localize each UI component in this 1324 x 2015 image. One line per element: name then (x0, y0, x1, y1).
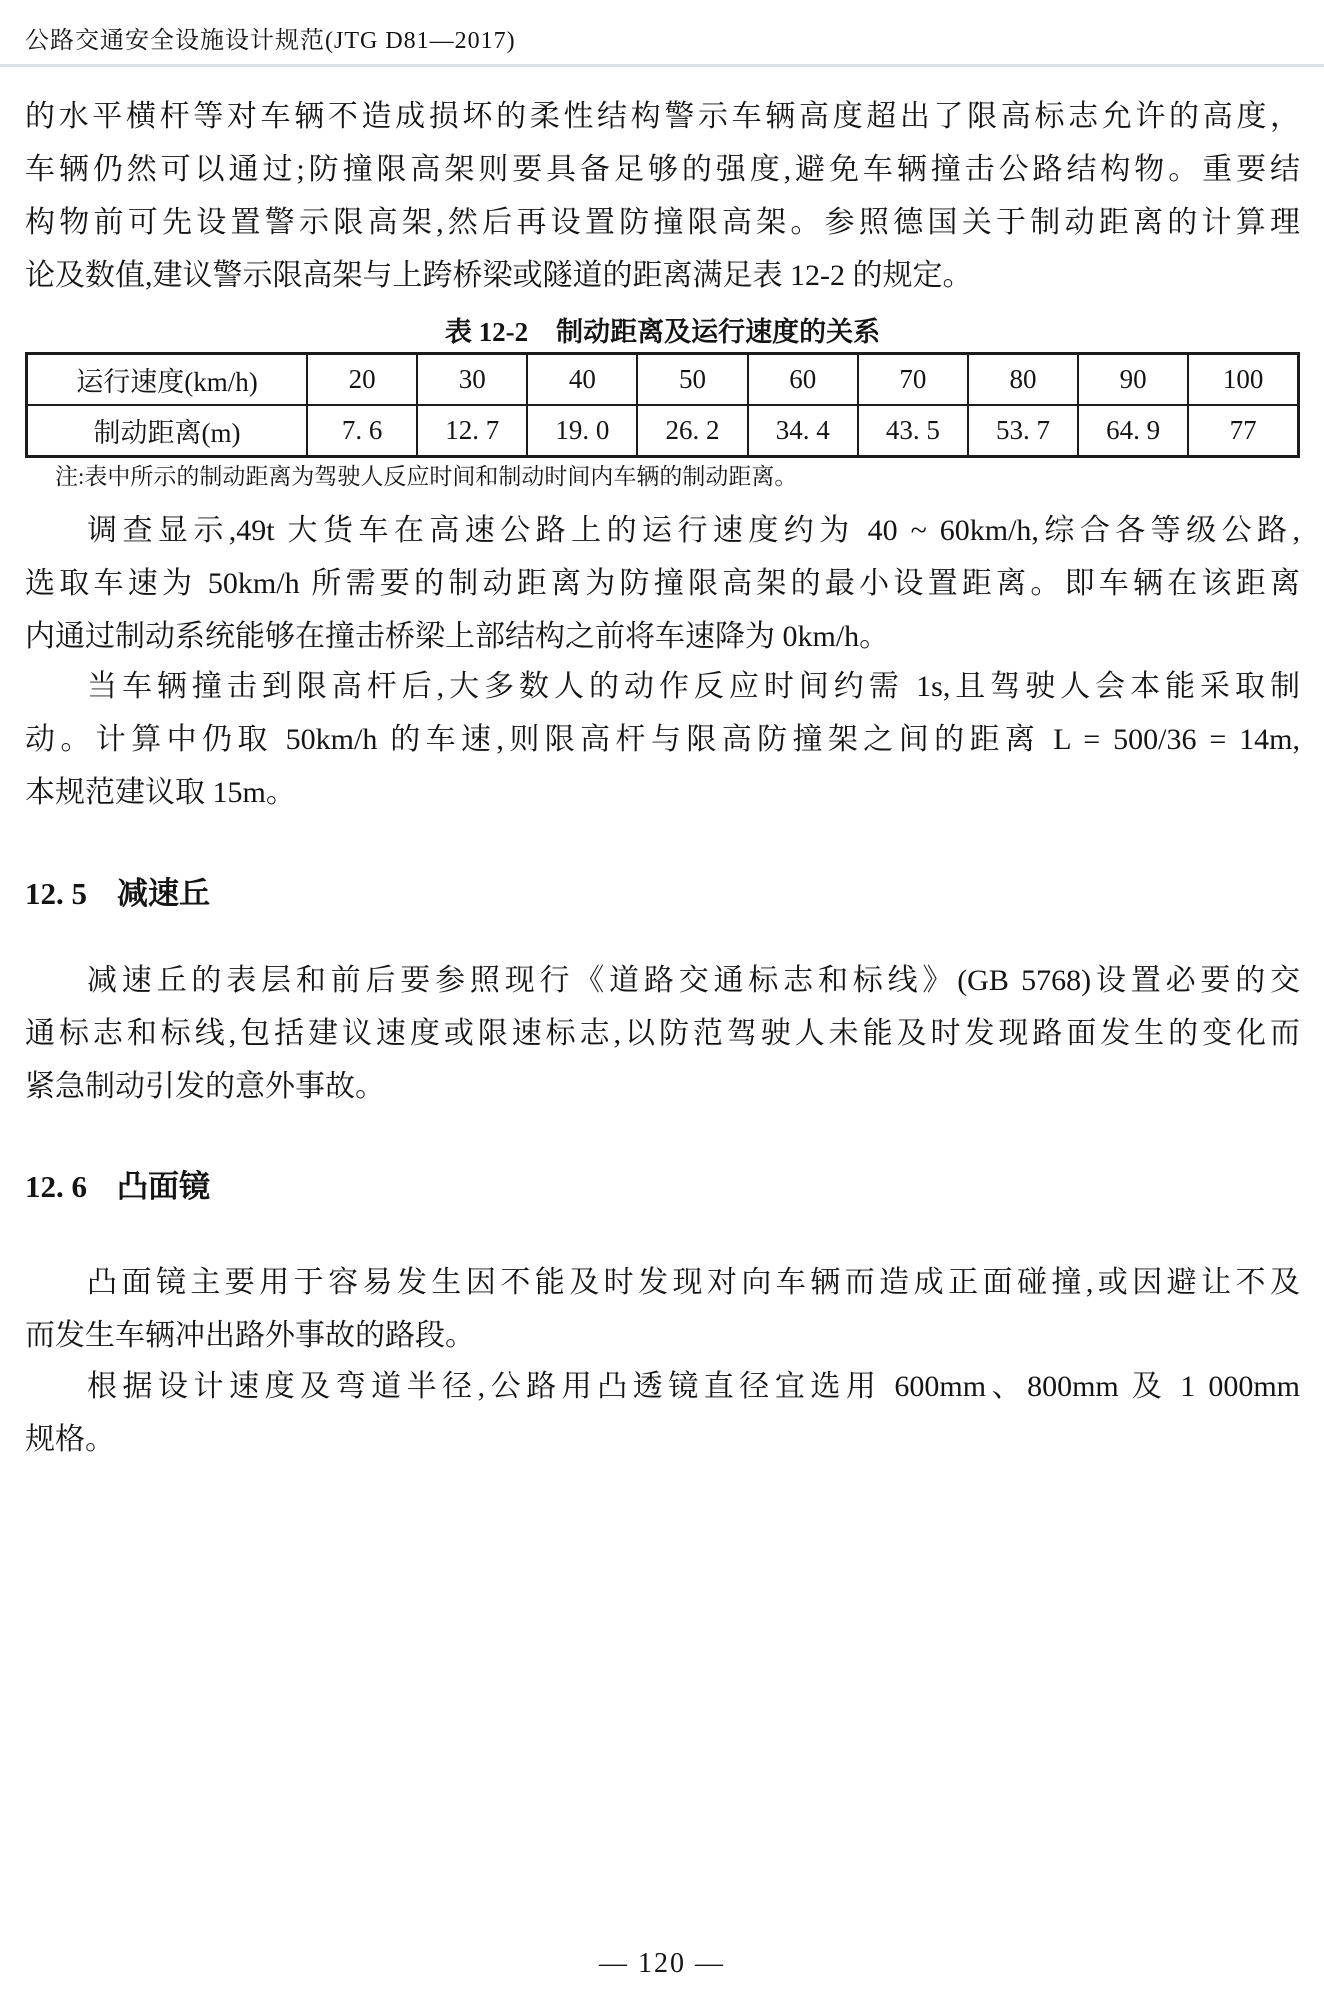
speed-cell: 80 (968, 354, 1078, 406)
convex-mirror-spec-paragraph (25, 1360, 1300, 1466)
section-number: 12. 6 (25, 1169, 87, 1204)
speed-cell: 40 (527, 354, 637, 406)
text-line: 车辆仍然可以通过;防撞限高架则要具备足够的强度,避免车辆撞击公路结构物。重要结 (25, 153, 1300, 186)
text-line: 而发生车辆冲出路外事故的路段。 (25, 1319, 475, 1352)
table-row (27, 354, 1299, 406)
distance-cell: 53. 7 (968, 405, 1078, 457)
text-line: 内通过制动系统能够在撞击桥梁上部结构之前将车速降为 0km/h。 (25, 620, 890, 653)
convex-mirror-usage-paragraph (25, 1256, 1300, 1362)
section-title: 凸面镜 (117, 1169, 210, 1204)
page-number: — 120 — (599, 1948, 725, 1979)
text-line: 当车辆撞击到限高杆后,大多数人的动作反应时间约需 1s,且驾驶人会本能采取制 (87, 670, 1300, 703)
section-heading-12-6 (25, 1161, 1300, 1206)
distance-cell: 7. 6 (307, 405, 417, 457)
text-line: 根据设计速度及弯道半径,公路用凸透镜直径宜选用 600mm、800mm 及 1 000mm (87, 1370, 1300, 1403)
text-line: 减速丘的表层和前后要参照现行《道路交通标志和标线》(GB 5768)设置必要的交 (87, 964, 1300, 997)
text-line: 通标志和标线,包括建议速度或限速标志,以防范驾驶人未能及时发现路面发生的变化而 (25, 1017, 1300, 1050)
distance-cell: 77 (1188, 405, 1298, 457)
table-title (25, 310, 1300, 349)
braking-distance-table (25, 352, 1300, 458)
text-line: 论及数值,建议警示限高架与上跨桥梁或隧道的距离满足表 12-2 的规定。 (25, 259, 973, 292)
speed-cell: 90 (1078, 354, 1188, 406)
speed-cell: 50 (637, 354, 747, 406)
distance-cell: 26. 2 (637, 405, 747, 457)
distance-cell: 34. 4 (748, 405, 858, 457)
text-line: 的水平横杆等对车辆不造成损坏的柔性结构警示车辆高度超出了限高标志允许的高度， (25, 100, 1300, 133)
text-line: 本规范建议取 15m。 (25, 776, 296, 809)
speed-cell: 70 (858, 354, 968, 406)
distance-cell: 19. 0 (527, 405, 637, 457)
speed-cell: 100 (1188, 354, 1298, 406)
page-header-title: 公路交通安全设施设计规范(JTG D81—2017) (25, 28, 516, 54)
table-row (27, 405, 1299, 457)
text-line: 构物前可先设置警示限高架,然后再设置防撞限高架。参照德国关于制动距离的计算理 (25, 206, 1300, 239)
section-title: 减速丘 (117, 876, 210, 911)
section-number: 12. 5 (25, 876, 87, 911)
intro-paragraph (25, 90, 1300, 302)
survey-paragraph (25, 504, 1300, 663)
text-line: 规格。 (25, 1423, 115, 1456)
speed-cell: 20 (307, 354, 417, 406)
text-line: 选取车速为 50km/h 所需要的制动距离为防撞限高架的最小设置距离。即车辆在该距离 (25, 567, 1300, 600)
speed-cell: 60 (748, 354, 858, 406)
text-line: 动。计算中仍取 50km/h 的车速,则限高杆与限高防撞架之间的距离 L = 500/36 = 14m, (25, 723, 1300, 756)
text-line: 紧急制动引发的意外事故。 (25, 1070, 385, 1103)
section-heading-12-5 (25, 868, 1300, 913)
header-divider (0, 64, 1324, 67)
distance-cell: 43. 5 (858, 405, 968, 457)
speed-hump-paragraph (25, 954, 1300, 1113)
text-line: 调查显示,49t 大货车在高速公路上的运行速度约为 40 ~ 60km/h,综合各等级公路, (87, 514, 1300, 547)
speed-cell: 30 (417, 354, 527, 406)
distance-cell: 64. 9 (1078, 405, 1188, 457)
text-line: 凸面镜主要用于容易发生因不能及时发现对向车辆而造成正面碰撞,或因避让不及 (87, 1266, 1300, 1299)
distance-row-label: 制动距离(m) (27, 405, 308, 457)
table-title-text: 制动距离及运行速度的关系 (556, 317, 881, 347)
table-note: 注:表中所示的制动距离为驾驶人反应时间和制动时间内车辆的制动距离。 (55, 464, 798, 489)
table-number: 表 12-2 (444, 317, 529, 347)
distance-cell: 12. 7 (417, 405, 527, 457)
speed-row-label: 运行速度(km/h) (27, 354, 308, 406)
impact-paragraph (25, 660, 1300, 819)
